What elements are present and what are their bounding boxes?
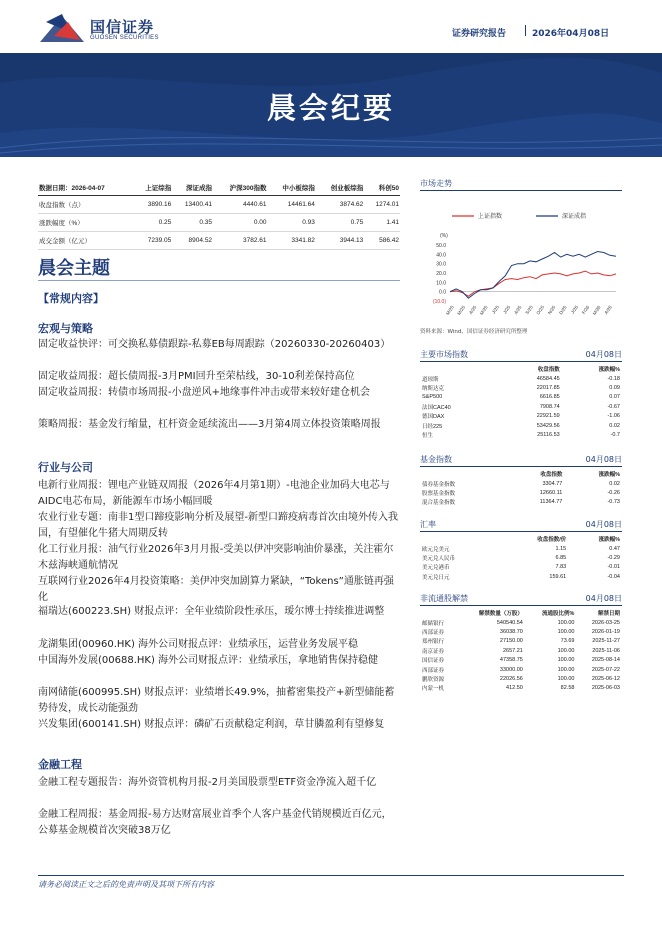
table-cell: 2025-07-22 bbox=[591, 666, 620, 673]
table-cell: 涨跌幅度（%） bbox=[38, 214, 133, 232]
table-header-row bbox=[420, 608, 622, 618]
page-header bbox=[0, 0, 662, 52]
table-header-cell: 解禁日期 bbox=[597, 611, 620, 617]
table-cell: 100.00 bbox=[557, 657, 575, 664]
report-item-link[interactable]: 福瑞达(600223.SH) 财报点评：全年业绩阶段性承压，瑷尔博士持续推进调整 bbox=[38, 606, 385, 617]
table-cell: 22921.59 bbox=[536, 413, 560, 420]
report-item-link[interactable]: 电新行业周报：锂电产业链双周报（2026年4月第1期）-电池企业加码大电芯与AIDC电芯布局，新能源车市场小幅回暖 bbox=[38, 480, 390, 507]
x-tick-label: F/26 bbox=[580, 304, 591, 315]
table-cell: 郑州银行 bbox=[422, 639, 445, 646]
panel-title: 主要市场指数 bbox=[420, 350, 468, 359]
table-cell: 12660.11 bbox=[539, 490, 563, 497]
table-cell: 南京证券 bbox=[422, 648, 445, 655]
report-type: 证券研究报告 bbox=[452, 29, 507, 39]
table-row bbox=[420, 553, 622, 562]
y-tick-label: 10.0 bbox=[436, 280, 446, 287]
table-cell: 日经225 bbox=[422, 423, 443, 430]
x-tick-label: J/25 bbox=[502, 304, 512, 315]
table-cell: 纳斯达克 bbox=[422, 386, 445, 393]
table-cell: 恒生 bbox=[422, 433, 434, 440]
panel-table bbox=[420, 608, 622, 693]
table-cell: 100.00 bbox=[557, 629, 575, 636]
table-header-cell: 解禁数量（万股） bbox=[478, 611, 523, 617]
panel-title: 基金指数 bbox=[420, 455, 452, 464]
table-header-cell: 科创50 bbox=[364, 180, 400, 196]
panel-title-bar bbox=[420, 348, 622, 362]
table-cell: 1.41 bbox=[364, 214, 400, 232]
table-cell: 11364.77 bbox=[539, 499, 563, 506]
brand-name: 国信证券 bbox=[90, 18, 155, 36]
table-header-cell: 涨跌幅% bbox=[598, 537, 620, 543]
table-cell: 美元兑日元 bbox=[422, 574, 450, 581]
table-row bbox=[420, 488, 622, 497]
table-cell: 100.00 bbox=[557, 647, 575, 654]
panel-date: 04月08日 bbox=[585, 594, 622, 603]
table-row bbox=[420, 498, 622, 507]
table-cell: 8904.52 bbox=[172, 232, 213, 250]
table-header-row bbox=[420, 364, 622, 374]
table-cell: 159.61 bbox=[549, 573, 567, 580]
market-summary-table bbox=[38, 180, 400, 250]
table-header-cell: 收盘指数 bbox=[540, 472, 563, 478]
report-item-link[interactable]: 固定收益周报：转债市场周报-小盘逆风+地缘事件冲击或带来较好建仓机会 bbox=[38, 387, 370, 398]
table-cell: 33000.00 bbox=[499, 666, 523, 673]
guosen-logo-icon bbox=[40, 14, 84, 44]
table-cell: 100.00 bbox=[557, 666, 575, 673]
y-tick-label: (10.0) bbox=[432, 299, 446, 305]
table-row bbox=[420, 637, 622, 646]
table-header-cell: 创业板综指 bbox=[316, 180, 364, 196]
report-item-link[interactable]: 策略周报：基金发行缩量，杠杆资金延续流出——3月第4周立体投资策略周报 bbox=[38, 419, 381, 430]
table-cell: 1.15 bbox=[555, 545, 567, 552]
header-divider bbox=[525, 25, 526, 36]
report-date: 2026年04月08日 bbox=[532, 29, 610, 39]
table-header-cell bbox=[420, 608, 457, 618]
table-cell: 6616.85 bbox=[539, 394, 560, 401]
report-item-link[interactable]: 金融工程周报：基金周报-易方达财富展业首季个人客户基金代销规模近百亿元，公募基金规模首次突破38万亿 bbox=[38, 809, 392, 836]
table-cell: 西部证券 bbox=[422, 630, 445, 637]
table-row bbox=[420, 412, 622, 421]
table-cell: 3944.13 bbox=[316, 232, 364, 250]
report-item-link[interactable]: 互联网行业2026年4月投资策略：美伊冲突加剧算力紧缺，“Tokens”通胀链再强化 bbox=[38, 576, 394, 603]
table-cell: 25116.53 bbox=[537, 432, 560, 439]
x-tick-label: M/25 bbox=[444, 304, 455, 316]
table-header-cell: 沪深300指数 bbox=[213, 180, 267, 196]
panel-table-wrap bbox=[420, 364, 622, 440]
chart-title: 市场走势 bbox=[420, 179, 452, 188]
table-cell: 美元兑人民币 bbox=[422, 556, 456, 563]
table-row bbox=[420, 674, 622, 683]
x-tick-label: M/25 bbox=[478, 304, 489, 316]
table-row bbox=[420, 627, 622, 636]
x-tick-label: O/25 bbox=[535, 304, 546, 316]
chart-title-bar bbox=[420, 177, 622, 191]
table-row bbox=[420, 430, 622, 439]
panel-title-bar bbox=[420, 453, 622, 467]
report-item-link[interactable]: 农业行业专题：南非1型口蹄疫影响分析及展望-新型口蹄疫病毒首次由境外传入我国，有望催化牛猪大周期反转 bbox=[38, 512, 398, 539]
table-cell: 2657.21 bbox=[502, 647, 523, 654]
table-header-row bbox=[420, 534, 622, 544]
table-cell: 0.07 bbox=[609, 394, 620, 401]
x-tick-label: A/25 bbox=[467, 304, 478, 316]
section-heading: 金融工程 bbox=[38, 758, 82, 771]
x-tick-label: A/26 bbox=[603, 304, 613, 316]
report-item-link[interactable]: 固定收益周报：超长债周报-3月PMI回升至荣枯线，30-10利差保持高位 bbox=[38, 371, 355, 382]
chart-source: 资料来源：Wind、国信证券经济研究所整理 bbox=[420, 329, 528, 335]
table-cell: 586.42 bbox=[364, 232, 400, 250]
series-line-0 bbox=[450, 271, 616, 296]
y-tick-label: 30.0 bbox=[436, 261, 446, 268]
y-tick-label: 0.0 bbox=[439, 289, 446, 296]
table-cell: 1274.01 bbox=[364, 196, 400, 214]
table-cell: -0.29 bbox=[607, 555, 620, 562]
report-item-link[interactable]: 南网储能(600995.SH) 财报点评：业绩增长49.9%，抽蓄密集投产+新型储能蓄势待发，成长动能强劲 bbox=[38, 687, 395, 714]
x-tick-label: J/26 bbox=[569, 304, 579, 315]
panel-date: 04月08日 bbox=[585, 350, 622, 359]
y-tick-label: 20.0 bbox=[436, 271, 446, 277]
title-banner bbox=[0, 53, 662, 157]
table-cell: -0.73 bbox=[607, 499, 620, 506]
table-cell: 540540.54 bbox=[496, 619, 523, 626]
panel-title-bar bbox=[420, 518, 622, 532]
table-header-cell: 上证综指 bbox=[133, 180, 172, 196]
table-cell: 3782.61 bbox=[213, 232, 267, 250]
table-header-row bbox=[420, 469, 622, 479]
table-cell: S&P500 bbox=[422, 394, 443, 401]
main-title-underline bbox=[38, 280, 400, 281]
table-cell: -0.67 bbox=[607, 403, 620, 410]
table-cell: 成交金额（亿元） bbox=[38, 232, 133, 250]
main-title: 晨会主题 bbox=[38, 258, 110, 279]
table-cell: 3874.62 bbox=[316, 196, 364, 214]
table-cell: 西部证券 bbox=[422, 667, 445, 674]
table-header-cell: 收盘指数/价 bbox=[537, 537, 567, 543]
table-cell: 收盘指数（点） bbox=[38, 196, 133, 214]
table-row bbox=[420, 656, 622, 665]
table-header-cell bbox=[420, 534, 498, 544]
brand-name-en: GUOSEN SECURITIES bbox=[90, 35, 159, 41]
panel-date: 04月08日 bbox=[585, 455, 622, 464]
table-cell: 0.93 bbox=[268, 214, 316, 232]
table-row bbox=[420, 383, 622, 392]
table-cell: 2025-11-06 bbox=[592, 647, 620, 654]
table-row bbox=[38, 214, 400, 232]
y-axis-label: (%) bbox=[440, 233, 448, 239]
panel-table bbox=[420, 534, 622, 582]
panel-table bbox=[420, 469, 622, 507]
table-row bbox=[420, 572, 622, 581]
table-cell: -0.18 bbox=[607, 375, 620, 382]
table-cell: 53429.56 bbox=[536, 422, 560, 429]
table-row bbox=[420, 646, 622, 655]
table-cell: -0.7 bbox=[610, 432, 620, 439]
table-cell: 73.69 bbox=[560, 638, 575, 645]
table-cell: 0.25 bbox=[133, 214, 172, 232]
table-cell: 22017.85 bbox=[536, 385, 560, 392]
table-cell: -1.06 bbox=[607, 413, 620, 420]
report-item-link[interactable]: 兴发集团(600141.SH) 财报点评：磷矿石贡献稳定利润，草甘膦盈利有望修复 bbox=[38, 719, 385, 730]
x-tick-label: D/25 bbox=[558, 304, 568, 316]
table-header-cell: 涨跌幅% bbox=[598, 472, 620, 478]
table-cell: 道琼斯 bbox=[422, 376, 439, 383]
footer-line bbox=[38, 875, 624, 876]
table-header-cell: 中小板综指 bbox=[268, 180, 316, 196]
table-header-cell: 数据日期：2026-04-07 bbox=[38, 180, 133, 196]
table-header-cell: 收盘指数 bbox=[537, 367, 560, 373]
report-item-link[interactable]: 化工行业月报：油气行业2026年3月月报-受美以伊冲突影响油价暴涨，关注霍尔木兹海峡通航情况 bbox=[38, 544, 394, 571]
table-cell: 0.00 bbox=[213, 214, 267, 232]
section-heading: 行业与公司 bbox=[38, 461, 93, 474]
table-row bbox=[420, 421, 622, 430]
table-cell: 100.00 bbox=[557, 676, 575, 683]
table-row bbox=[420, 684, 622, 693]
table-cell: 7.83 bbox=[555, 564, 567, 571]
table-cell: 邮储银行 bbox=[422, 620, 445, 627]
x-tick-label: M/25 bbox=[456, 304, 467, 316]
table-cell: 美元兑港币 bbox=[422, 565, 450, 572]
panel-title-bar bbox=[420, 592, 622, 606]
table-cell: 13400.41 bbox=[172, 196, 213, 214]
table-row bbox=[420, 402, 622, 411]
table-cell: 0.02 bbox=[609, 480, 620, 487]
x-tick-label: J/25 bbox=[490, 304, 500, 315]
panel-table-wrap bbox=[420, 608, 622, 693]
table-cell: 法国CAC40 bbox=[422, 404, 451, 411]
table-header-cell: 深证成指 bbox=[172, 180, 213, 196]
table-cell: 债券基金指数 bbox=[422, 481, 456, 488]
legend-label: 深证成指 bbox=[562, 214, 587, 220]
table-cell: -0.01 bbox=[607, 564, 620, 571]
table-cell: 内蒙一机 bbox=[422, 686, 445, 693]
table-cell: 6.85 bbox=[555, 555, 567, 562]
table-cell: 德国DAX bbox=[422, 414, 445, 421]
table-cell: 2026-01-19 bbox=[591, 629, 620, 636]
table-cell: 3341.82 bbox=[268, 232, 316, 250]
table-cell: 2025-11-27 bbox=[592, 638, 620, 645]
table-cell: 14461.64 bbox=[268, 196, 316, 214]
y-tick-label: 50.0 bbox=[436, 243, 446, 249]
table-cell: 0.35 bbox=[172, 214, 213, 232]
table-row bbox=[420, 665, 622, 674]
table-row bbox=[420, 618, 622, 627]
x-tick-label: N/25 bbox=[546, 304, 557, 316]
table-row bbox=[420, 563, 622, 572]
table-cell: 2025-06-12 bbox=[591, 676, 620, 683]
panel-title: 非流通股解禁 bbox=[420, 594, 468, 603]
table-cell: 0.75 bbox=[316, 214, 364, 232]
table-cell: 2025-06-03 bbox=[591, 685, 620, 692]
table-header-cell: 流通股比例% bbox=[542, 611, 575, 617]
table-cell: 0.47 bbox=[609, 545, 620, 552]
page-title: 晨会纪要 bbox=[266, 91, 395, 125]
report-item-link[interactable]: 固定收益快评：可交换私募债跟踪-私募EB每周跟踪（20260330-20260403） bbox=[38, 339, 391, 350]
table-header-cell bbox=[420, 364, 498, 374]
panel-table bbox=[420, 364, 622, 440]
table-cell: 22026.56 bbox=[499, 676, 523, 683]
table-cell: 欧元兑美元 bbox=[422, 546, 450, 553]
content-tag: 【常规内容】 bbox=[38, 292, 104, 305]
table-row bbox=[420, 374, 622, 383]
panel-table-wrap bbox=[420, 534, 622, 582]
panel-date: 04月08日 bbox=[585, 520, 622, 529]
table-header-cell: 涨跌幅% bbox=[598, 367, 620, 373]
table-cell: 4440.61 bbox=[213, 196, 267, 214]
x-tick-label: A/25 bbox=[513, 304, 523, 316]
table-cell: 0.02 bbox=[609, 422, 620, 429]
table-cell: 412.50 bbox=[506, 685, 523, 692]
table-cell: 7239.05 bbox=[133, 232, 172, 250]
table-cell: -0.04 bbox=[607, 573, 620, 580]
table-row bbox=[420, 544, 622, 553]
table-cell: 36038.70 bbox=[499, 629, 523, 636]
table-cell: 27150.00 bbox=[499, 638, 523, 645]
table-cell: 0.09 bbox=[609, 385, 620, 392]
panel-table-wrap bbox=[420, 469, 622, 507]
y-tick-label: 40.0 bbox=[436, 252, 446, 259]
table-cell: -0.26 bbox=[607, 490, 620, 497]
table-row bbox=[38, 232, 400, 250]
table-row bbox=[420, 479, 622, 488]
table-cell: 混合基金指数 bbox=[422, 500, 456, 507]
report-item-link[interactable]: 龙湖集团(00960.HK) 海外公司财报点评：业绩承压，运营业务发展平稳 bbox=[38, 639, 359, 650]
table-cell: 2025-08-14 bbox=[591, 657, 620, 664]
table-cell: 股票基金指数 bbox=[422, 491, 456, 498]
table-row bbox=[38, 196, 400, 214]
section-heading: 宏观与策略 bbox=[38, 322, 93, 335]
table-cell: 47358.75 bbox=[499, 657, 523, 664]
table-cell: 82.58 bbox=[560, 685, 575, 692]
x-tick-label: M/26 bbox=[591, 304, 602, 316]
table-cell: 2026-03-25 bbox=[591, 619, 620, 626]
table-cell: 7908.74 bbox=[539, 403, 560, 410]
table-cell: 3304.77 bbox=[542, 480, 563, 487]
report-item-link[interactable]: 中国海外发展(00688.HK) 海外公司财报点评：业绩承压，拿地销售保持稳健 bbox=[38, 655, 379, 666]
x-tick-label: S/25 bbox=[524, 304, 534, 316]
report-item-link[interactable]: 金融工程专题报告：海外资管机构月报-2月美国股票型ETF资金净流入超千亿 bbox=[38, 777, 377, 788]
table-row bbox=[420, 393, 622, 402]
panel-title: 汇率 bbox=[420, 520, 436, 529]
table-cell: 100.00 bbox=[557, 619, 575, 626]
table-cell: 鹏欣资源 bbox=[422, 677, 445, 684]
footer-disclaimer: 请务必阅读正文之后的免责声明及其项下所有内容 bbox=[38, 880, 214, 889]
table-cell: 3890.16 bbox=[133, 196, 172, 214]
table-header-cell bbox=[420, 469, 504, 479]
table-cell: 国信证券 bbox=[422, 658, 445, 665]
table-cell: 46584.45 bbox=[536, 375, 560, 382]
legend-label: 上证指数 bbox=[478, 214, 503, 220]
market-trend-chart bbox=[420, 193, 622, 325]
